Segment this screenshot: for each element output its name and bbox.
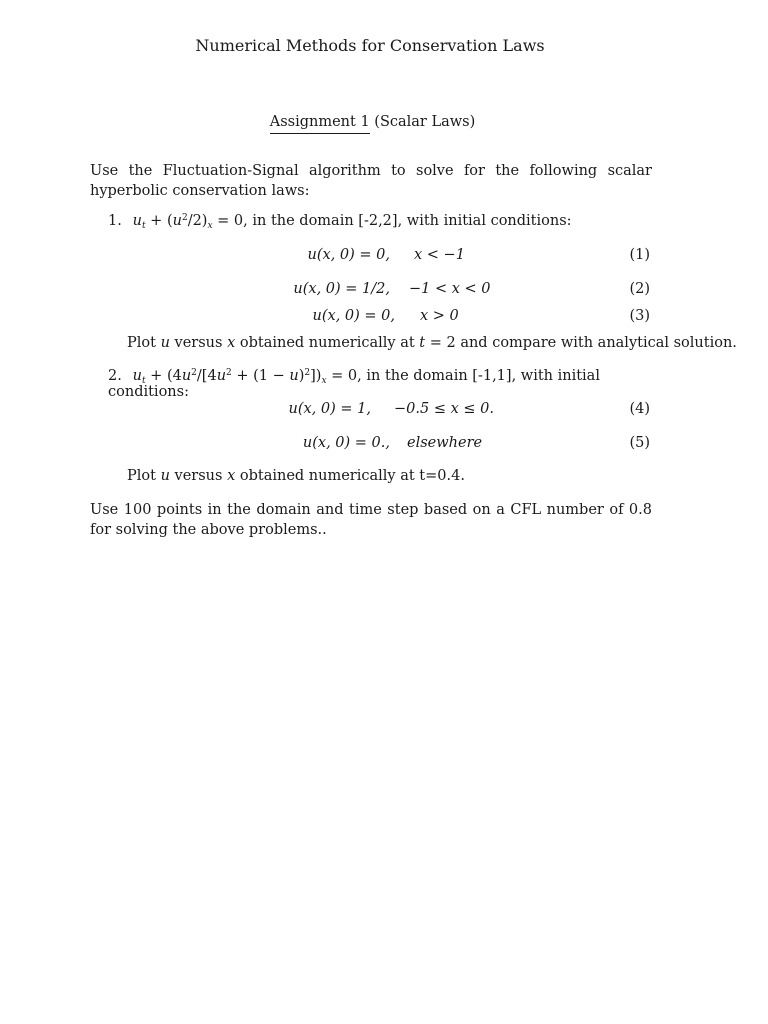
- problem-1-domain-text: = 0, in the domain [-2,2], with initial conditions:: [217, 213, 572, 229]
- equation-row: [0, 401, 768, 421]
- problem-2-plot-instruction: Plot u versus x obtained numerically at t=0.4.: [127, 468, 465, 484]
- problem-1-plot-instruction: Plot u versus x obtained numerically at t = 2 and compare with analytical solution.: [127, 335, 737, 351]
- equation-lhs: u(x, 0) = 1/2,: [293, 281, 390, 297]
- equation-number: (4): [629, 401, 650, 417]
- intro-paragraph: Use the Fluctuation-Signal algorithm to solve for the following scalar hyperbolic conservation laws:: [90, 163, 652, 199]
- equation-condition: x < −1: [414, 247, 465, 263]
- problem-2-equation: $u_t$: [132, 368, 146, 386]
- equation-lhs: u(x, 0) = 0,: [307, 247, 390, 263]
- document-title: Numerical Methods for Conservation Laws: [195, 36, 545, 55]
- closing-paragraph: Use 100 points in the domain and time step based on a CFL number of 0.8 for solving the above problems..: [90, 502, 652, 538]
- problem-2-statement: 2. $u_t + (4u^2/[4u^2 + (1 - u)^2])_x = 0$, in the domain [-1,1], with initial conditions:: [108, 368, 600, 400]
- assignment-label: Assignment 1: [270, 114, 370, 134]
- equation-condition: elsewhere: [407, 435, 483, 451]
- equation-number: (5): [629, 435, 650, 451]
- equation-condition: −0.5 ≤ x ≤ 0.: [394, 401, 494, 417]
- assignment-heading: [0, 114, 745, 130]
- problem-2-number: 2.: [108, 368, 122, 384]
- equation-row: [0, 435, 768, 455]
- equation-lhs: u(x, 0) = 0.,: [302, 435, 390, 451]
- equation-row: [0, 308, 768, 328]
- problem-1-equation: $u_t$: [132, 213, 146, 231]
- problem-2-domain-text: = 0, in the domain [-1,1], with initial conditions:: [108, 368, 600, 400]
- equation-lhs: u(x, 0) = 1,: [288, 401, 371, 417]
- equation-number: (3): [629, 308, 650, 324]
- equation-number: (2): [629, 281, 650, 297]
- equation-row: [0, 247, 768, 267]
- equation-condition: −1 < x < 0: [409, 281, 491, 297]
- equation-condition: x > 0: [420, 308, 459, 324]
- assignment-suffix: (Scalar Laws): [374, 114, 476, 130]
- problem-1-number: 1.: [108, 213, 122, 229]
- equation-row: [0, 281, 768, 301]
- equation-lhs: u(x, 0) = 0,: [312, 308, 395, 324]
- equation-number: (1): [629, 247, 650, 263]
- problem-1-statement: 1. $u_t + (u^2/2)_x = 0$, in the domain [-2,2], with initial conditions:: [108, 213, 572, 231]
